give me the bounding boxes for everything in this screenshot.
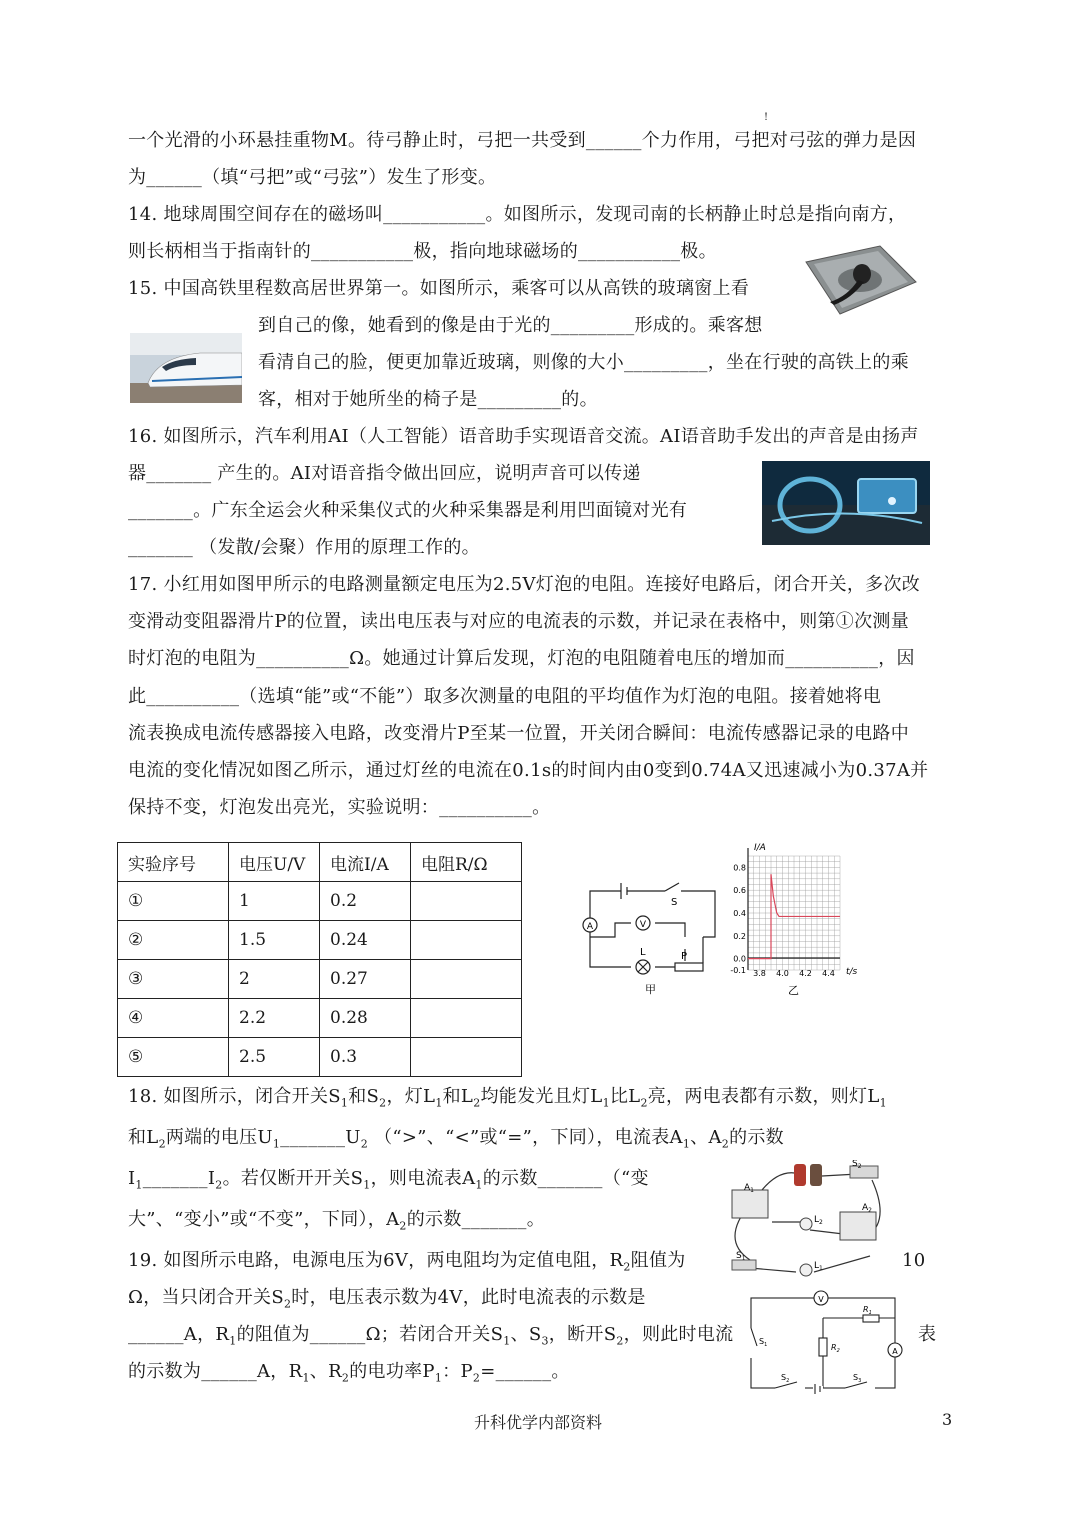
q18-s1-label: $S_1$ [736,1251,746,1262]
current-time-graph [728,840,878,1000]
ammeter-label: A [586,922,594,932]
table-cell [411,921,522,960]
q18-circuit-image [710,1160,900,1285]
table-cell: 1.5 [229,921,320,960]
y-tick-label: 0.4 [733,909,746,918]
q19-s2-label: $S_2$ [781,1373,790,1384]
y-tick-label: 0.0 [733,954,746,964]
q19-circuit-diagram [745,1288,905,1400]
table-row [118,960,522,999]
table-row [118,1038,522,1077]
table-cell [411,960,522,999]
table-cell: 0.27 [320,960,411,999]
table-cell: ④ [118,999,229,1038]
q19-value-10: 10 [902,1250,926,1271]
q17-line-2: 变滑动变阻器滑片P的位置，读出电压表与对应的电流表的示数，并记录在表格中，则第①次测量 [128,611,910,632]
q18-a1-label: $A_1$ [744,1183,754,1194]
q18-l2-label: $L_2$ [814,1215,823,1226]
q19-word-biao: 表 [918,1324,937,1345]
table-cell: ① [118,882,229,921]
q18-line-1: 18. 如图所示，闭合开关$S_1$和$S_2$，灯$L_1$和$L_2$均能发光且灯$L_1$比$L_2$亮，两电表都有示数，则灯$L_1$ [128,1086,887,1110]
q17-line-5: 流表换成电流传感器接入电路，改变滑片P至某一位置，开关闭合瞬间：电流传感器记录的电路中 [128,723,910,744]
q17-line-7: 保持不变，灯泡发出亮光，实验说明：__________。 [128,797,551,818]
q16-line-2: 器_______ 产生的。AI对语音指令做出回应，说明声音可以传递 [128,463,641,484]
q18-s2-label: $S_2$ [852,1160,862,1170]
table-cell: 2.2 [229,999,320,1038]
train-image [130,333,242,403]
table-cell: ⑤ [118,1038,229,1077]
q17-line-4: 此__________（选填“能”或“不能”）取多次测量的电阻的平均值作为灯泡的电阻。接着她将电 [128,686,882,707]
footer-title: 升科优学内部资料 [474,1413,603,1432]
q16-line-1: 16. 如图所示，汽车利用AI（人工智能）语音助手实现语音交流。AI语音助手发出的声音是由扬声 [128,426,919,447]
table-header-cell: 电压U/V [229,843,320,882]
table-cell: 0.3 [320,1038,411,1077]
q18-line-2: 和$L_2$两端的电压$U_1\_\_\_\_\_\_\_U_2$ （“>”、“<”或“=”，下同），电流表$A_1$、$A_2$的示数 [128,1127,784,1151]
car-ai-image [762,461,930,545]
q18-l1-label: $L_1$ [814,1261,823,1272]
q19-line-2: Ω，当只闭合开关$S_2$时，电压表示数为4V，此时电流表的示数是 [128,1287,646,1311]
table-cell: 1 [229,882,320,921]
tick-mark: ! [764,112,769,123]
y-tick-label: -0.1 [730,966,746,975]
yi-caption: 乙 [788,984,799,997]
table-cell [411,999,522,1038]
table-header-cell: 电流I/A [320,843,411,882]
q19-s3-label: $S_3$ [853,1373,862,1384]
table-cell: 2 [229,960,320,999]
lamp-label: L [640,947,646,958]
switch-label: S [671,897,678,908]
y-tick-label: 0.6 [733,886,746,896]
q19-r1-label: $R_1$ [863,1305,872,1316]
q18-line-4: 大”、“变小”或“不变”，下同），$A_2$的示数_______。 [128,1209,546,1233]
q19-line-3: ______A，$R_1$的阻值为______Ω；若闭合开关$S_1$、$S_3$，断开$S_2$，则此时电流 [128,1324,734,1348]
table-cell: 0.28 [320,999,411,1038]
q19-line-4: 的示数为______A，$R_1$、$R_2$的电功率$P_1$：$P_2=\_\_\_\_\_\_$。 [128,1361,570,1385]
q14-line-2: 则长柄相当于指南针的___________极，指向地球磁场的___________极。 [128,241,717,262]
experiment-table [117,842,522,1077]
table-cell [411,882,522,921]
table-cell: 0.24 [320,921,411,960]
x-tick-label: 4.0 [776,969,789,978]
jia-caption: 甲 [645,983,656,996]
q15-line-2: 到自己的像，她看到的像是由于光的_________形成的。乘客想 [258,315,763,336]
table-row [118,882,522,921]
voltmeter-label: V [639,920,647,930]
table-header-cell: 电阻R/Ω [411,843,522,882]
q18-line-3: $I_1\_\_\_\_\_\_\_I_2$。若仅断开开关$S_1$，则电流表$A_1$的示数_______（“变 [128,1168,649,1192]
q19-r2-label: $R_2$ [831,1343,840,1354]
table-cell: ② [118,921,229,960]
y-axis-label: I/A [754,843,766,853]
q13-line-1: 一个光滑的小环悬挂重物M。待弓静止时，弓把一共受到______个力作用，弓把对弓弦的弹力是因 [128,130,917,151]
q13-line-2: 为______（填“弓把”或“弓弦”）发生了形变。 [128,167,497,188]
q15-line-4: 客，相对于她所坐的椅子是_________的。 [258,389,598,410]
q15-line-3: 看清自己的脸，便更加靠近玻璃，则像的大小_________，坐在行驶的高铁上的乘 [258,352,909,373]
q14-line-1: 14. 地球周围空间存在的磁场叫___________。如图所示，发现司南的长柄静止时总是指向南方， [128,204,907,225]
q19-ammeter-label: A [892,1347,898,1356]
q16-line-4: _______ （发散/会聚）作用的原理工作的。 [128,537,480,558]
x-tick-label: 4.4 [822,969,835,978]
table-row [118,921,522,960]
table-cell: 2.5 [229,1038,320,1077]
y-tick-label: 0.8 [733,863,746,873]
x-tick-label: 4.2 [799,969,812,978]
q15-line-1: 15. 中国高铁里程数高居世界第一。如图所示，乘客可以从高铁的玻璃窗上看 [128,278,750,299]
q17-line-1: 17. 小红用如图甲所示的电路测量额定电压为2.5V灯泡的电阻。连接好电路后，闭合开关，多次改 [128,574,921,595]
q16-line-3: _______。广东全运会火种采集仪式的火种采集器是利用凹面镜对光有 [128,500,688,521]
page-number: 3 [942,1410,953,1429]
slider-label: P [681,951,688,962]
compass-image [800,240,920,320]
table-cell [411,1038,522,1077]
graph-grid [748,856,840,970]
table-cell: ③ [118,960,229,999]
table-header-row [118,843,522,882]
table-cell: 0.2 [320,882,411,921]
q17-line-3: 时灯泡的电阻为__________Ω。她通过计算后发现，灯泡的电阻随着电压的增加而__________，因 [128,648,915,669]
q19-voltmeter-label: V [818,1295,824,1304]
q19-line-1: 19. 如图所示电路，电源电压为6V，两电阻均为定值电阻，$R_2$阻值为 [128,1250,686,1274]
q17-line-6: 电流的变化情况如图乙所示，通过灯丝的电流在0.1s的时间内由0变到0.74A又迅速减小为0.37A并 [128,760,929,781]
table-row [118,999,522,1038]
x-axis-label: t/s [846,967,858,977]
q18-a2-label: $A_2$ [862,1203,872,1214]
q19-s1-label: $S_1$ [759,1337,768,1348]
y-tick-label: 0.2 [733,931,746,941]
table-header-cell: 实验序号 [118,843,229,882]
x-tick-label: 3.8 [753,969,766,978]
circuit-jia-diagram [575,875,725,1000]
